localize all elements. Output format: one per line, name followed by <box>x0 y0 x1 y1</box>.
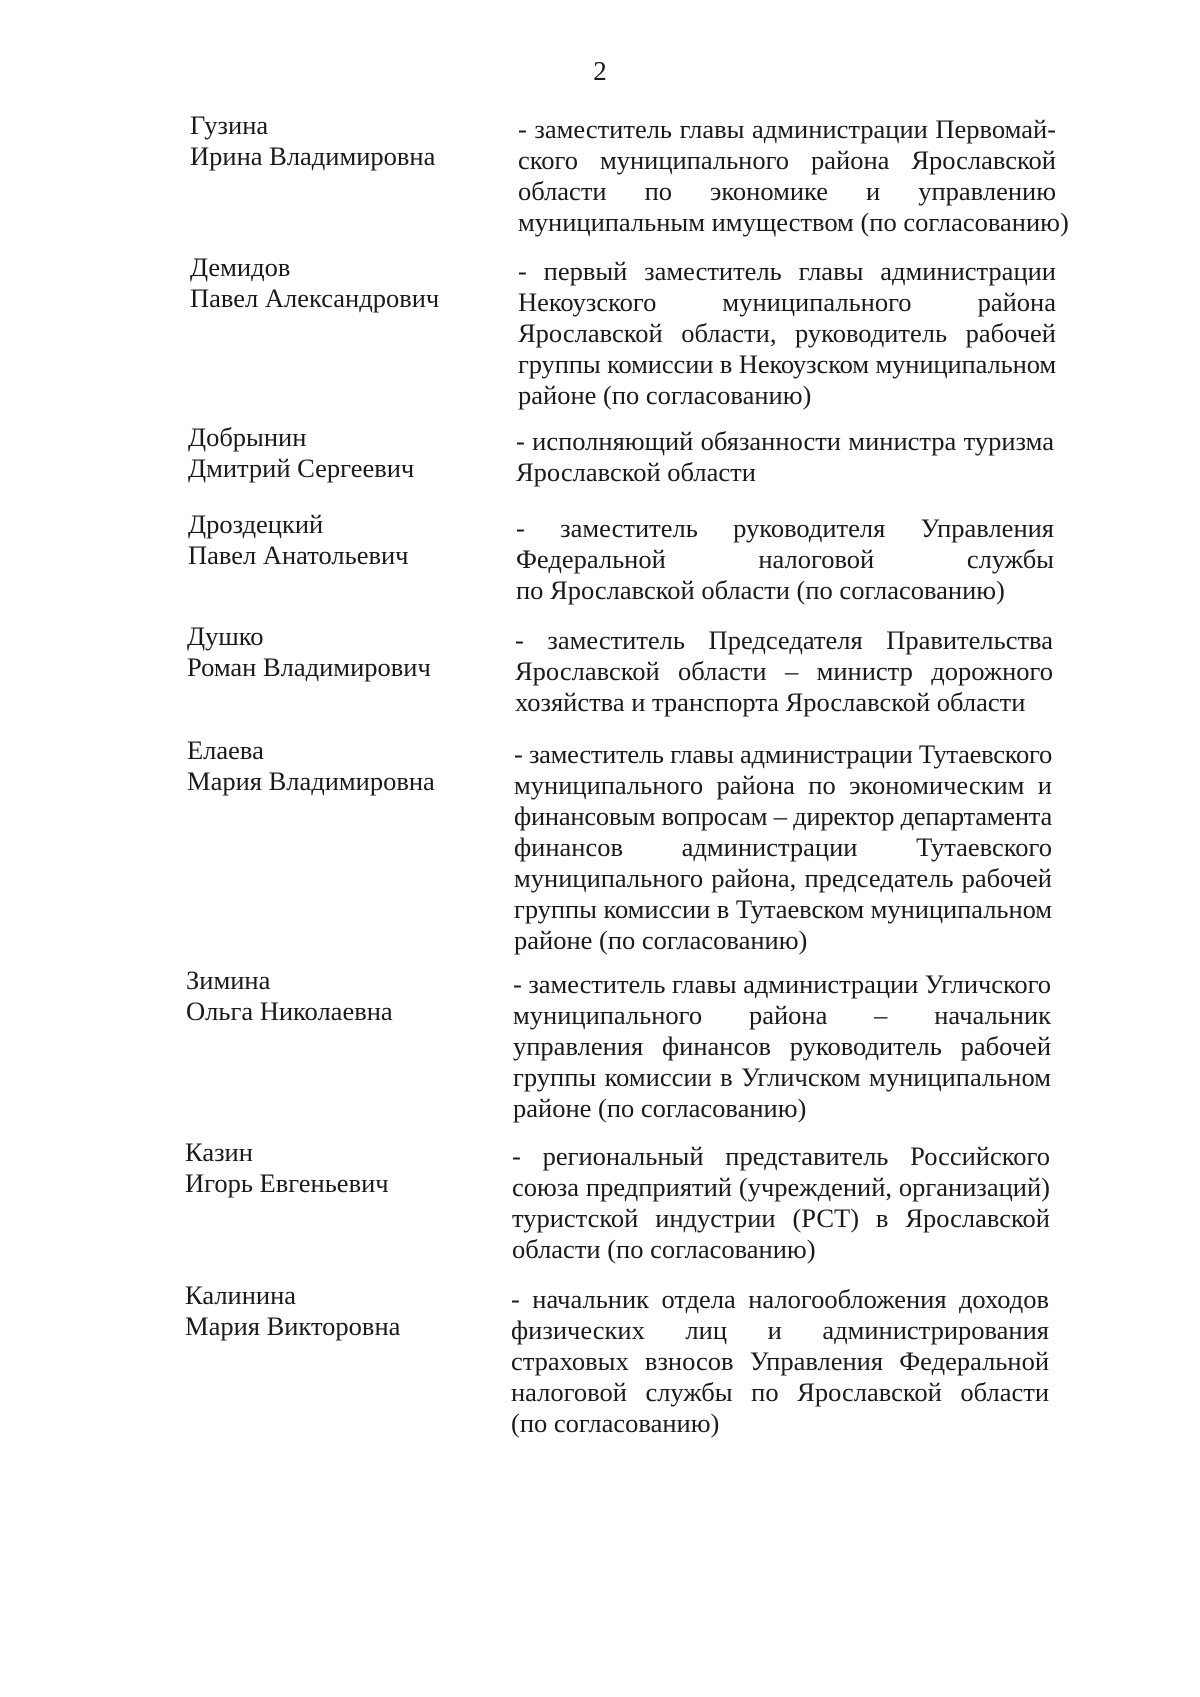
role-line: - заместитель Председателя Правительства <box>515 625 1053 655</box>
role-line: (по согласованию) <box>511 1408 720 1438</box>
member-name <box>185 1280 505 1342</box>
member-given-names: Ирина Владимировна <box>190 141 436 171</box>
role-line: финансов администрации Тутаевского <box>514 832 1052 862</box>
role-line: группы комиссии в Тутаевском муниципальном <box>514 894 1052 924</box>
member-given-names: Мария Викторовна <box>185 1311 401 1341</box>
member-name <box>190 110 510 172</box>
role-line: по Ярославской области (по согласованию) <box>516 575 1005 605</box>
member-name <box>190 252 510 314</box>
member-name <box>188 509 508 571</box>
role-line: Ярославской области, руководитель рабочей <box>518 318 1056 348</box>
member-given-names: Павел Анатольевич <box>188 540 409 570</box>
member-surname: Елаева <box>187 735 264 765</box>
role-line: области по экономике и управлению <box>518 176 1056 206</box>
member-surname: Душко <box>187 621 264 651</box>
role-line: - начальник отдела налогообложения доходов <box>511 1284 1049 1314</box>
member-surname: Дроздецкий <box>188 509 324 539</box>
member-role <box>511 1284 1049 1439</box>
member-surname: Казин <box>185 1137 253 1167</box>
role-line: Ярославской области <box>516 457 756 487</box>
role-line: финансовым вопросам – директор департамента <box>514 801 1052 831</box>
member-name <box>187 735 507 797</box>
member-given-names: Ольга Николаевна <box>186 996 393 1026</box>
role-line: группы комиссии в Некоузском муниципальном <box>518 349 1056 379</box>
role-line: районе (по согласованию) <box>518 380 812 410</box>
member-surname: Гузина <box>190 110 269 140</box>
role-line: Ярославской области – министр дорожного <box>515 656 1053 686</box>
member-surname: Калинина <box>185 1280 297 1310</box>
role-line: - заместитель главы администрации Первомай- <box>518 114 1056 144</box>
role-line: налоговой службы по Ярославской области <box>511 1377 1049 1407</box>
member-given-names: Роман Владимирович <box>187 652 431 682</box>
member-surname: Добрынин <box>188 422 307 452</box>
role-line: физических лиц и администрирования <box>511 1315 1049 1345</box>
role-line: муниципального района – начальник <box>513 1000 1051 1030</box>
member-name <box>186 965 506 1027</box>
member-name <box>188 422 508 484</box>
page-number: 2 <box>593 56 607 86</box>
member-given-names: Мария Владимировна <box>187 766 435 796</box>
role-line: - заместитель руководителя Управления <box>516 513 1054 543</box>
role-line: ского муниципального района Ярославской <box>518 145 1056 175</box>
member-role <box>515 625 1053 718</box>
member-role <box>516 513 1054 606</box>
role-line: - исполняющий обязанности министра туризма <box>516 426 1054 456</box>
role-line: районе (по согласованию) <box>513 1093 807 1123</box>
role-line: - заместитель главы администрации Угличского <box>513 969 1051 999</box>
role-line: муниципального района, председатель рабочей <box>514 863 1052 893</box>
member-role <box>514 739 1052 956</box>
role-line: группы комиссии в Угличском муниципальном <box>513 1062 1051 1092</box>
role-line: - региональный представитель Российского <box>512 1141 1050 1171</box>
role-line: союза предприятий (учреждений, организаций) <box>512 1172 1050 1202</box>
member-role <box>518 114 1069 238</box>
member-role <box>516 426 1054 488</box>
role-line: туристской индустрии (РСТ) в Ярославской <box>512 1203 1050 1233</box>
member-given-names: Павел Александрович <box>190 283 440 313</box>
member-surname: Демидов <box>190 252 291 282</box>
role-line: хозяйства и транспорта Ярославской области <box>515 687 1026 717</box>
role-line: Некоузского муниципального района <box>518 287 1056 317</box>
role-line: районе (по согласованию) <box>514 925 808 955</box>
role-line: муниципальным имуществом (по согласованию) <box>518 207 1069 237</box>
role-line: управления финансов руководитель рабочей <box>513 1031 1051 1061</box>
role-line: Федеральной налоговой службы <box>516 544 1054 574</box>
role-line: области (по согласованию) <box>512 1234 816 1264</box>
member-role <box>513 969 1051 1124</box>
member-given-names: Дмитрий Сергеевич <box>188 453 415 483</box>
member-role <box>518 256 1056 411</box>
role-line: - первый заместитель главы администрации <box>518 256 1056 286</box>
member-given-names: Игорь Евгеньевич <box>185 1168 389 1198</box>
member-role <box>512 1141 1050 1265</box>
member-surname: Зимина <box>186 965 271 995</box>
role-line: муниципального района по экономическим и <box>514 770 1052 800</box>
member-name <box>187 621 507 683</box>
role-line: страховых взносов Управления Федеральной <box>511 1346 1049 1376</box>
member-name <box>185 1137 505 1199</box>
role-line: - заместитель главы администрации Тутаевского <box>514 739 1052 769</box>
